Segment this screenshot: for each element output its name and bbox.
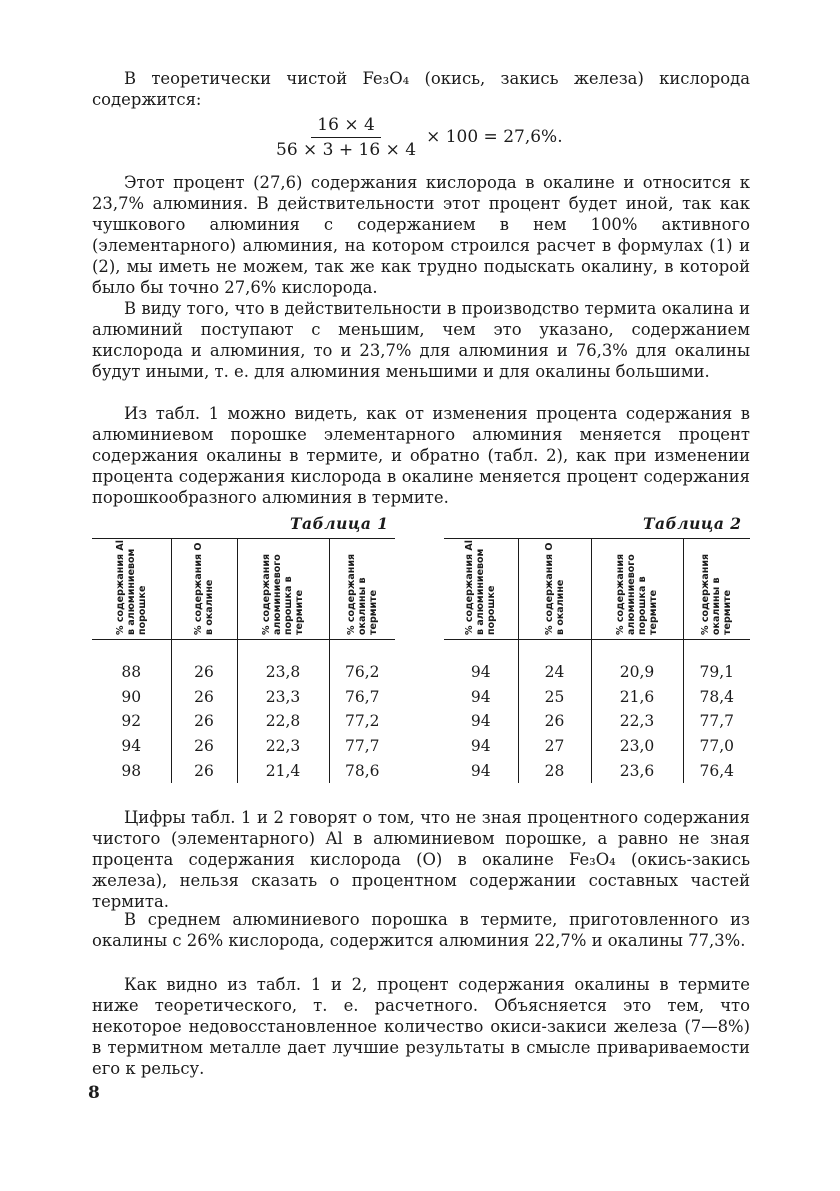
paragraph-2: В виду того, что в действительности в производство термита окалина и алюминий поступают с меньшим, чем это указано, содержанием кислорода и алюминия, то и 23,7% для алюминия и 76,3% для окалины будут иными, т. е. для алюминия меньшими и для окалины большими. <box>92 299 750 381</box>
table-cell: 79,1 <box>683 640 750 685</box>
table-header-cell <box>591 539 683 640</box>
table-cell: 22,3 <box>591 709 683 734</box>
table-cell: 90 <box>121 687 142 706</box>
header-label: % содержания Al в алюминиевом порошке <box>464 540 498 635</box>
table-cell: 92 <box>121 712 142 731</box>
paragraph-6: Как видно из табл. 1 и 2, процент содержания окалины в термите ниже теоретического, т. е. расчетного. Объясняется это тем, что некоторое недовосстановленное количество окиси-закиси железа (7—8%) в термитном металле дает лучшие результаты в смысле привариваемости его к рельсу. <box>92 975 750 1078</box>
table-header-cell <box>92 539 171 640</box>
table-1 <box>92 538 395 783</box>
formula-denominator: 56 × 3 + 16 × 4 <box>276 139 417 160</box>
table-cell: 88 <box>121 663 142 682</box>
table-header-cell <box>444 539 518 640</box>
table-2 <box>444 538 750 783</box>
table-cell: 26 <box>171 734 237 759</box>
table-cell: 78,4 <box>683 685 750 710</box>
header-label: % содержания O в окалине <box>193 542 215 635</box>
table-cell: 28 <box>518 758 591 783</box>
table-cell: 26 <box>171 758 237 783</box>
paragraph-1: Этот процент (27,6) содержания кислорода в окалине и относится к 23,7% алюминия. В действительности этот процент будет иной, так как чушкового алюминия с содержанием в нем 100% активного (элементарного) алюминия, на котором строился расчет в формулах (1) и (2), мы иметь не можем, так же как трудно подыскать окалину, в которой было бы точно 27,6% кислорода. <box>92 173 750 297</box>
table-cell: 23,6 <box>591 758 683 783</box>
table-header-cell <box>683 539 750 640</box>
table-cell: 77,2 <box>329 709 395 734</box>
table-cell: 26 <box>171 685 237 710</box>
table-cell: 94 <box>470 663 491 682</box>
paragraph-4: Цифры табл. 1 и 2 говорят о том, что не зная процентного содержания чистого (элементарного) Al в алюминиевом порошке, а равно не зная процента содержания кислорода (O) в окалине Fe₃O₄ (окись-закись железа), нельзя сказать о процентном содержании составных частей термита. <box>92 808 750 911</box>
table-header-row <box>92 539 395 640</box>
table-cell: 26 <box>171 640 237 685</box>
table-cell: 94 <box>470 687 491 706</box>
table-cell: 23,8 <box>237 640 329 685</box>
header-label: % содержания O в окалине <box>543 542 566 635</box>
table-cell: 94 <box>470 712 491 731</box>
table-cell: 22,8 <box>237 709 329 734</box>
table-row <box>444 640 750 685</box>
oxygen-formula <box>272 112 563 162</box>
table-cell: 21,6 <box>591 685 683 710</box>
intro-paragraph: В теоретически чистой Fe₃O₄ (окись, закись железа) кислорода содержится: <box>92 69 750 109</box>
table-cell: 94 <box>470 761 491 780</box>
table-1-caption: Таблица 1 <box>290 514 389 533</box>
table-header-cell <box>237 539 329 640</box>
table-row <box>92 709 395 734</box>
table-cell: 27 <box>518 734 591 759</box>
table-cell: 76,7 <box>329 685 395 710</box>
table-row <box>92 734 395 759</box>
table-cell: 22,3 <box>237 734 329 759</box>
table-cell: 94 <box>470 737 491 756</box>
paragraph-3: Из табл. 1 можно видеть, как от изменения процента содержания в алюминиевом порошке элементарного алюминия меняется процент содержания окалины в термите, и обратно (табл. 2), как при изменении процента содержания кислорода в окалине меняется процент содержания порошкообразного алюминия в термите. <box>92 404 750 507</box>
table-cell: 77,0 <box>683 734 750 759</box>
table-cell: 78,6 <box>329 758 395 783</box>
table-row <box>444 685 750 710</box>
header-label: % содержания алюминиевого порошка в термите <box>615 553 659 635</box>
table-cell: 77,7 <box>329 734 395 759</box>
table-cell: 98 <box>121 761 142 780</box>
table-row <box>92 758 395 783</box>
formula-numerator: 16 × 4 <box>311 115 381 138</box>
table-header-cell <box>518 539 591 640</box>
table-cell: 24 <box>518 640 591 685</box>
table-2-caption: Таблица 2 <box>643 514 742 533</box>
table-cell: 77,7 <box>683 709 750 734</box>
table-cell: 25 <box>518 685 591 710</box>
table-row <box>92 685 395 710</box>
table-cell: 23,0 <box>591 734 683 759</box>
table-cell: 26 <box>171 709 237 734</box>
header-label: % содержания окалины в термите <box>345 553 379 635</box>
table-cell: 23,3 <box>237 685 329 710</box>
table-header-cell <box>329 539 395 640</box>
table-header-row <box>444 539 750 640</box>
paragraph-5: В среднем алюминиевого порошка в термите, приготовленного из окалины с 26% кислорода, содержится алюминия 22,7% и окалины 77,3%. <box>92 910 750 950</box>
table-cell: 94 <box>121 737 142 756</box>
header-label: % содержания Al в алюминиевом порошке <box>114 540 148 635</box>
table-row <box>444 709 750 734</box>
table-cell: 21,4 <box>237 758 329 783</box>
table-row <box>444 758 750 783</box>
header-label: % содержания алюминиевого порошка в термите <box>261 553 305 635</box>
table-cell: 76,2 <box>329 640 395 685</box>
table-cell: 26 <box>518 709 591 734</box>
table-row <box>92 640 395 685</box>
formula-fraction <box>272 115 420 160</box>
page-number: 8 <box>88 1083 100 1103</box>
table-cell: 20,9 <box>591 640 683 685</box>
header-label: % содержания окалины в термите <box>700 553 734 635</box>
table-cell: 76,4 <box>683 758 750 783</box>
formula-result: × 100 = 27,6%. <box>426 127 563 147</box>
table-row <box>444 734 750 759</box>
table-header-cell <box>171 539 237 640</box>
